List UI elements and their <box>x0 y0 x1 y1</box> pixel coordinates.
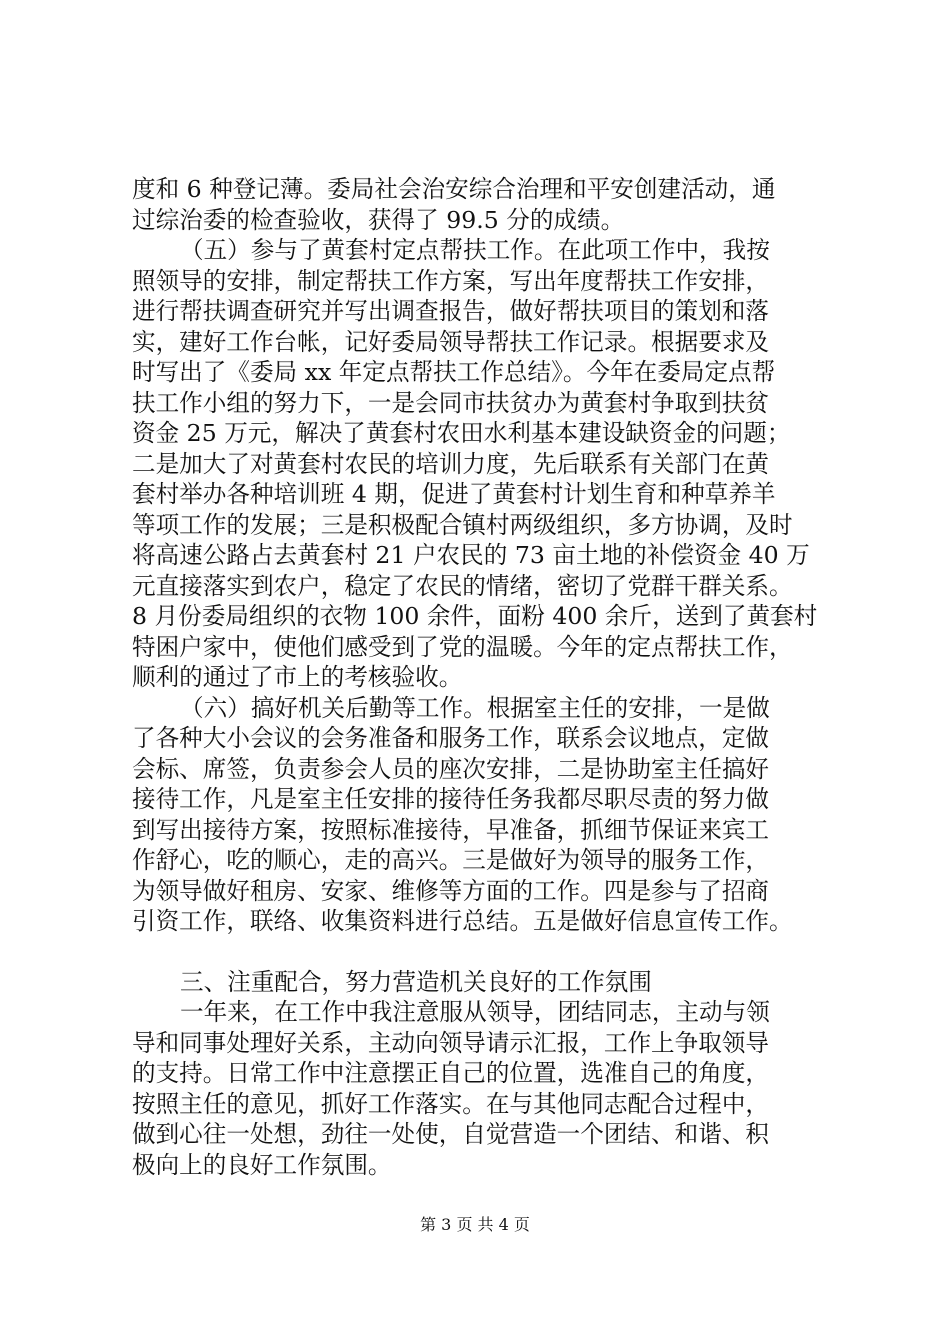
text-line: 顺利的通过了市上的考核验收。 <box>132 663 463 691</box>
text-line: 会标、席签，负责参会人员的座次安排，二是协助室主任搞好 <box>132 754 770 783</box>
text-line: 导和同事处理好关系，主动向领导请示汇报，工作上争取领导 <box>132 1028 770 1057</box>
text-line: 为领导做好租房、安家、维修等方面的工作。四是参与了招商 <box>132 876 770 905</box>
text-line: 作舒心，吃的顺心，走的高兴。三是做好为领导的服务工作， <box>132 846 770 874</box>
text-line: 到写出接待方案，按照标准接待，早准备，抓细节保证来宾工 <box>132 815 770 844</box>
text-line: 过综治委的检查验收，获得了 99.5 分的成绩。 <box>132 205 625 234</box>
text-line: 照领导的安排，制定帮扶工作方案，写出年度帮扶工作安排， <box>132 266 770 295</box>
text-line: 套村举办各种培训班 4 期，促进了黄套村计划生育和种草养羊 <box>132 480 776 508</box>
text-line: 资金 25 万元，解决了黄套村农田水利基本建设缺资金的问题； <box>132 419 791 447</box>
text-line: 的支持。日常工作中注意摆正自己的位置，选准自己的角度， <box>132 1059 770 1087</box>
text-line: 了各种大小会议的会务准备和服务工作，联系会议地点，定做 <box>132 724 770 752</box>
paragraph-spacer <box>132 937 852 967</box>
text-line: 8 月份委局组织的衣物 100 余件，面粉 400 余斤，送到了黄套村 <box>132 602 818 630</box>
text-line: 扶工作小组的努力下，一是会同市扶贫办为黄套村争取到扶贫 <box>132 388 770 417</box>
text-line: 度和 6 种登记薄。委局社会治安综合治理和平安创建活动，通 <box>132 175 776 203</box>
text-line: 将高速公路占去黄套村 21 户农民的 73 亩土地的补偿资金 40 万 <box>132 541 810 569</box>
text-line: 进行帮扶调查研究并写出调查报告，做好帮扶项目的策划和落 <box>132 297 770 325</box>
text-line: 二是加大了对黄套村农民的培训力度，先后联系有关部门在黄 <box>132 449 770 478</box>
text-line: 做到心往一处想，劲往一处使，自觉营造一个团结、和谐、积 <box>132 1120 770 1148</box>
text-line: 元直接落实到农户，稳定了农民的情绪，密切了党群干群关系。 <box>132 571 793 600</box>
text-line: 实，建好工作台帐，记好委局领导帮扶工作记录。根据要求及 <box>132 327 770 356</box>
paragraph-heading-five: （五）参与了黄套村定点帮扶工作。在此项工作中，我按 <box>180 236 770 264</box>
text-line: 特困户家中，使他们感受到了党的温暖。今年的定点帮扶工作， <box>132 632 793 661</box>
text-line: 一年来，在工作中我注意服从领导，团结同志，主动与领 <box>180 998 770 1026</box>
text-line: 极向上的良好工作氛围。 <box>132 1150 392 1179</box>
page-number-footer: 第 3 页 共 4 页 <box>420 1215 530 1234</box>
text-line: 引资工作，联络、收集资料进行总结。五是做好信息宣传工作。 <box>132 907 793 935</box>
paragraph-heading-six: （六）搞好机关后勤等工作。根据室主任的安排，一是做 <box>180 693 770 722</box>
text-line: 等项工作的发展；三是积极配合镇村两级组织，多方协调，及时 <box>132 510 793 539</box>
text-line: 接待工作，凡是室主任安排的接待任务我都尽职尽责的努力做 <box>132 785 770 813</box>
text-line: 按照主任的意见，抓好工作落实。在与其他同志配合过程中， <box>132 1089 770 1118</box>
text-line: 时写出了《委局 xx 年定点帮扶工作总结》。今年在委局定点帮 <box>132 358 776 386</box>
section-heading: 三、注重配合，努力营造机关良好的工作氛围 <box>180 967 652 996</box>
body-text <box>132 174 852 1180</box>
